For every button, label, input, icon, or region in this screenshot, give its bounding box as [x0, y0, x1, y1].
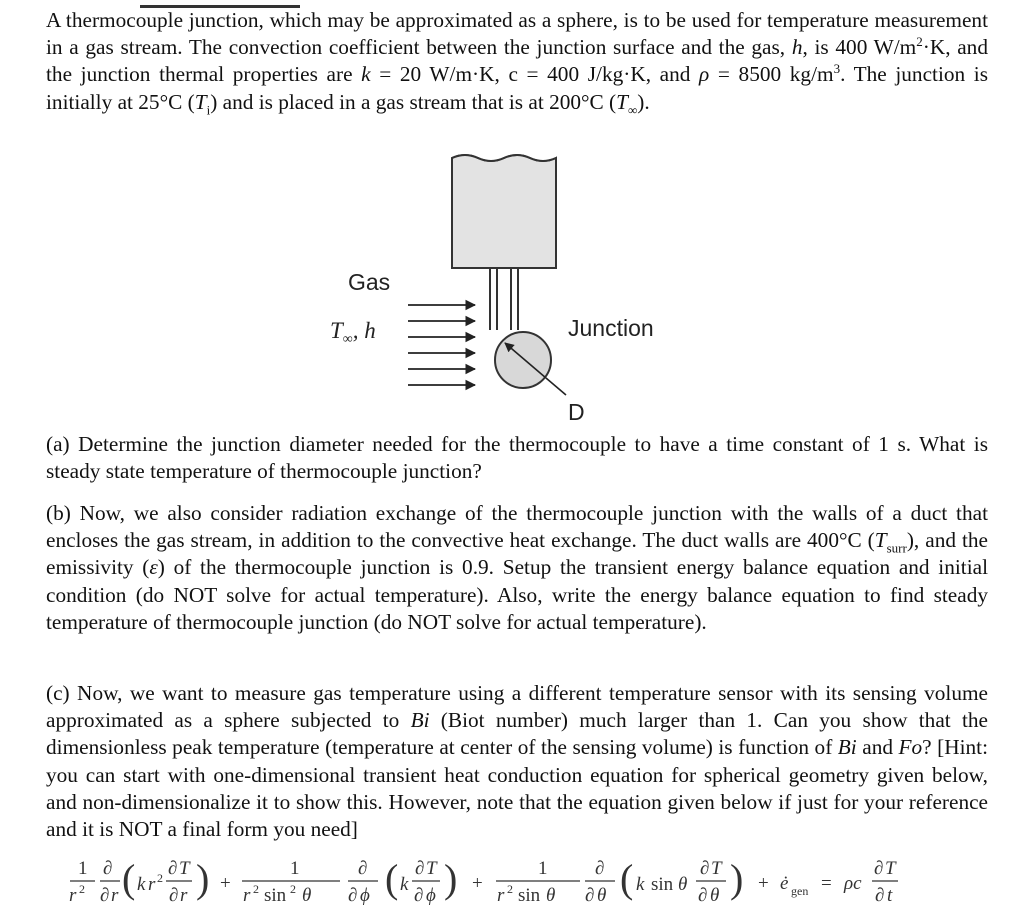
svg-text:k: k [400, 874, 409, 895]
svg-text:): ) [196, 856, 210, 901]
svg-text:θ: θ [678, 874, 688, 895]
gas-temperature-label: $T_\infty$, h [330, 318, 376, 347]
svg-text:∂: ∂ [103, 858, 113, 879]
part-b-question: (b) Now, we also consider radiation exchange of the thermocouple junction with the walls of a duct that encloses the gas stream, in addition to the convective heat exchange. The duct walls are 400°C $(T_{surr})$, and the emissivity (ε) of the thermocouple junction is 0.9. Setup the transient energy balance equation and initial condition (do NOT solve for actual temperature). Also, write the energy balance equation to find steady temperature of thermocouple junction (do NOT solve for actual temperature). [46, 501, 988, 634]
svg-text:T: T [426, 858, 437, 879]
svg-text:sin: sin [518, 885, 541, 906]
svg-text:∂: ∂ [348, 885, 358, 906]
svg-text:gen: gen [791, 884, 809, 898]
svg-text:∂: ∂ [100, 885, 110, 906]
svg-text:t: t [887, 885, 893, 906]
svg-text:r: r [111, 885, 119, 906]
svg-text:k: k [137, 874, 146, 895]
problem-intro: A thermocouple junction, which may be approximated as a sphere, is to be used for temperature measurement in a gas stream. The convection coefficient between the junction surface and the gas, h, is 400 $W/m^2\cdot K$, and the junction thermal properties are k = 20 W/m·K, c = 400 J/kg·K, and ρ = 8500 $kg/m^3$. The junction is initially at 25°C $(T_i)$ and is placed in a gas stream that is at 200°C $(T_\infty)$. [46, 8, 989, 117]
svg-text:1: 1 [78, 858, 88, 879]
svg-text:∂: ∂ [700, 858, 710, 879]
azimuthal-term [242, 856, 457, 906]
svg-text:+: + [758, 873, 769, 894]
radial-term [69, 856, 209, 906]
svg-text:∂: ∂ [358, 858, 368, 879]
svg-text:1: 1 [290, 858, 300, 879]
gas-label: Gas [348, 269, 391, 295]
svg-text:θ: θ [302, 885, 312, 906]
svg-text:T: T [711, 858, 722, 879]
svg-text:+: + [472, 873, 483, 894]
junction-sphere [495, 332, 551, 388]
polar-term [496, 856, 743, 906]
svg-text:∂: ∂ [169, 885, 179, 906]
svg-text:∂: ∂ [414, 885, 424, 906]
svg-text:∂: ∂ [415, 858, 425, 879]
svg-text:∂: ∂ [875, 885, 885, 906]
svg-text:2: 2 [507, 882, 513, 896]
generation-term [780, 873, 808, 898]
svg-text:ė: ė [780, 873, 789, 894]
gas-flow-arrows [408, 305, 475, 385]
svg-text:sin: sin [264, 885, 287, 906]
svg-text:2: 2 [79, 882, 85, 896]
svg-text:r: r [180, 885, 188, 906]
svg-text:r: r [148, 874, 156, 895]
svg-text:ϕ: ϕ [360, 885, 370, 906]
svg-text:T: T [179, 858, 190, 879]
part-c-question: (c) Now, we want to measure gas temperature using a different temperature sensor with its sensing volume approximated as a sphere subjected to Bi (Biot number) much larger than 1. Can you show that the dimensionless peak temperature (temperature at center of the sensing volume) is function of Bi and Fo? [Hint: you can start with one-dimensional transient heat conduction equation for spherical geometry given below, and non-dimensionalize it to show this. However, note that the equation given below if just for your reference and it is NOT a final form you need] [46, 681, 988, 842]
thermocouple-diagram [300, 150, 720, 430]
diameter-label: D [568, 399, 585, 425]
svg-text:ϕ: ϕ [426, 885, 436, 906]
svg-text:2: 2 [290, 882, 296, 896]
svg-text:(: ( [122, 856, 136, 901]
svg-text:): ) [444, 856, 458, 901]
svg-text:2: 2 [253, 882, 259, 896]
svg-text:∂: ∂ [874, 858, 884, 879]
svg-text:ρc: ρc [844, 873, 862, 894]
svg-text:(: ( [385, 856, 399, 901]
junction-label: Junction [568, 315, 654, 341]
svg-text:θ: θ [546, 885, 556, 906]
svg-text:k: k [636, 874, 645, 895]
svg-text:∂: ∂ [595, 858, 605, 879]
svg-text:θ: θ [597, 885, 607, 906]
svg-text:r: r [69, 885, 77, 906]
svg-text:): ) [730, 856, 744, 901]
svg-text:=: = [821, 873, 832, 894]
svg-text:(: ( [620, 856, 634, 901]
svg-text:+: + [220, 873, 231, 894]
thermocouple-sheath [452, 155, 556, 268]
svg-text:∂: ∂ [585, 885, 595, 906]
svg-text:2: 2 [157, 871, 163, 885]
storage-term [843, 858, 898, 906]
svg-text:∂: ∂ [698, 885, 708, 906]
svg-text:T: T [885, 858, 896, 879]
svg-text:1: 1 [538, 858, 548, 879]
svg-text:∂: ∂ [168, 858, 178, 879]
svg-text:r: r [243, 885, 251, 906]
svg-text:r: r [497, 885, 505, 906]
part-a-question: (a) Determine the junction diameter needed for the thermocouple to have a time constant of 1 s. What is steady state temperature of thermocouple junction? [46, 432, 988, 484]
svg-text:θ: θ [710, 885, 720, 906]
svg-text:sin: sin [651, 874, 674, 895]
thermocouple-wires [490, 268, 518, 330]
heat-conduction-equation [40, 852, 1000, 918]
